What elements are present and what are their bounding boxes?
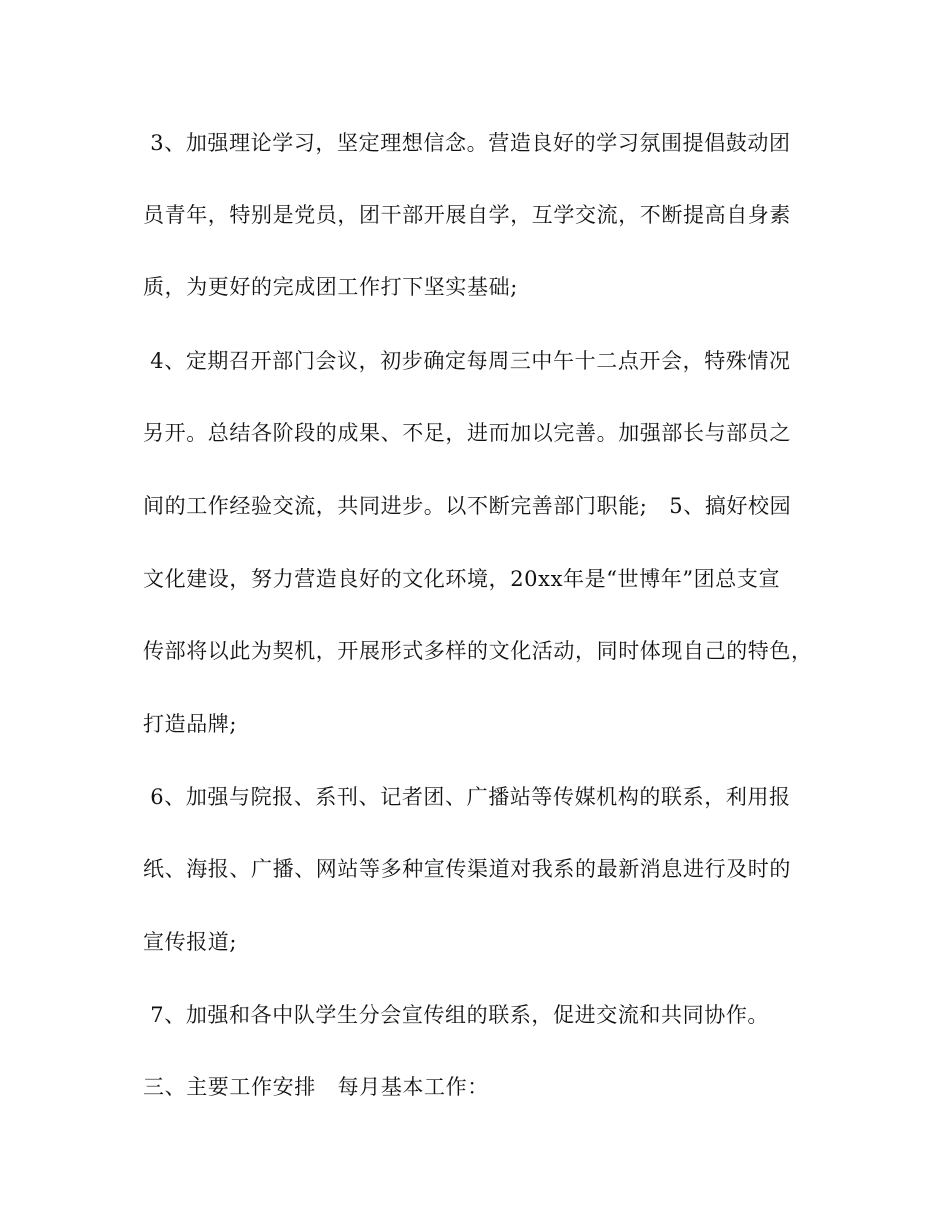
paragraph-6-line-3: 宣传报道; bbox=[143, 930, 238, 954]
paragraph-5-line-2: 传部将以此为契机，开展形式多样的文化活动，同时体现自己的特色， bbox=[143, 639, 813, 663]
paragraph-3-line-1: 3、加强理论学习，坚定理想信念。营造良好的学习氛围提倡鼓动团 bbox=[143, 131, 791, 155]
paragraph-6-line-1: 6、加强与院报、系刊、记者团、广播站等传媒机构的联系，利用报 bbox=[143, 785, 791, 809]
paragraph-4-line-1: 4、定期召开部门会议，初步确定每周三中午十二点开会，特殊情况 bbox=[143, 349, 791, 373]
paragraph-5-line-1: 文化建设，努力营造良好的文化环境，20xx年是“世博年”团总支宣 bbox=[143, 567, 781, 591]
paragraph-5-line-3: 打造品牌; bbox=[143, 712, 238, 736]
section-heading-work-schedule: 三、主要工作安排 每月基本工作： bbox=[143, 1075, 489, 1099]
paragraph-3-line-3: 质，为更好的完成团工作打下坚实基础; bbox=[143, 275, 518, 299]
paragraph-4-line-2: 另开。总结各阶段的成果、不足，进而加以完善。加强部长与部员之 bbox=[143, 421, 791, 445]
paragraph-6-line-2: 纸、海报、广播、网站等多种宣传渠道对我系的最新消息进行及时的 bbox=[143, 857, 791, 881]
paragraph-3-line-2: 员青年，特别是党员，团干部开展自学，互学交流，不断提高自身素 bbox=[143, 203, 791, 227]
paragraph-7-line-1: 7、加强和各中队学生分会宣传组的联系，促进交流和共同协作。 bbox=[143, 1003, 770, 1027]
paragraph-4-line-3: 间的工作经验交流，共同进步。以不断完善部门职能; 5、搞好校园 bbox=[143, 494, 792, 518]
